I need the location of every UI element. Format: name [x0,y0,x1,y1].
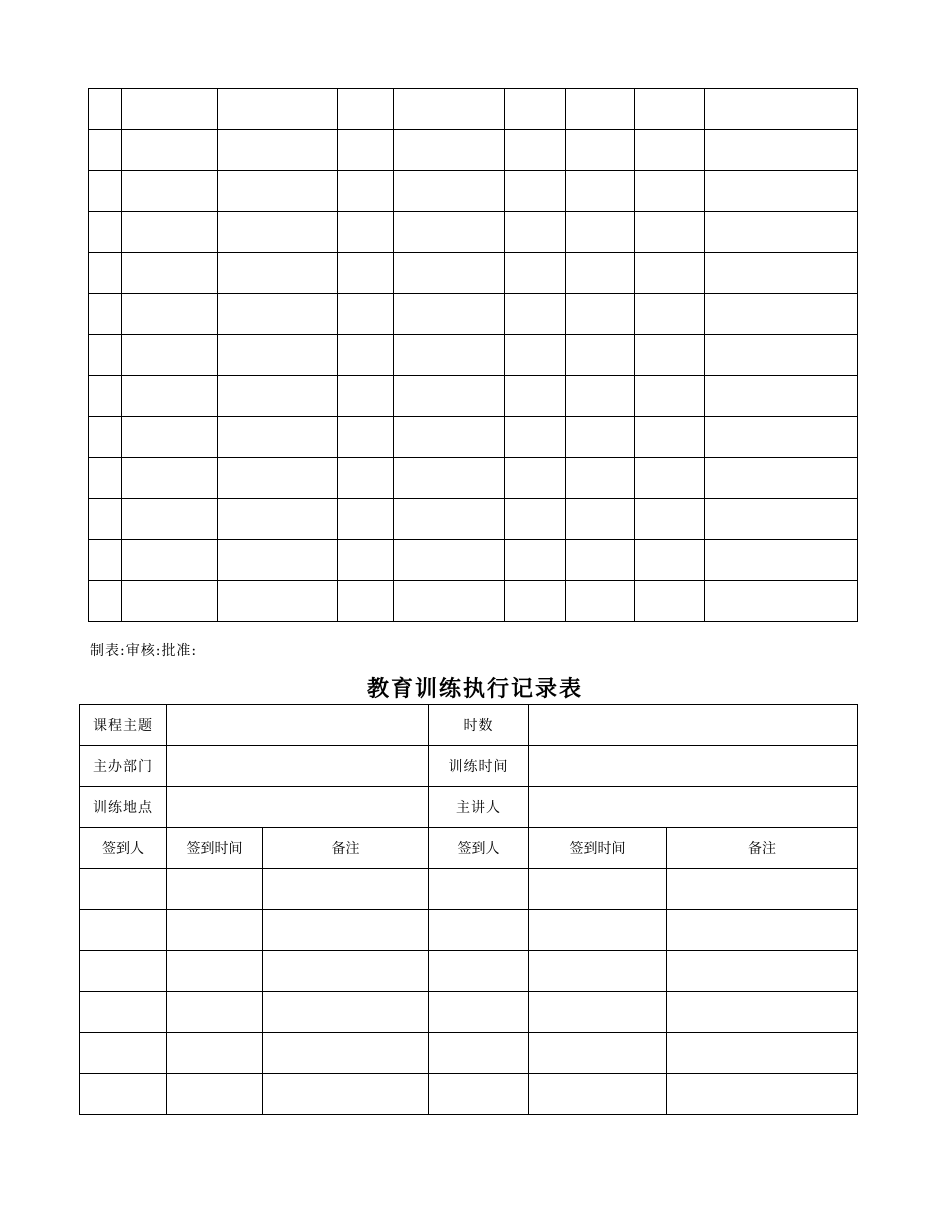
table-cell[interactable] [218,89,338,130]
table-cell[interactable] [338,499,394,540]
table-cell[interactable] [89,581,122,622]
approve-label: 批准: [161,643,198,659]
table-cell[interactable] [89,499,122,540]
table-cell[interactable] [218,581,338,622]
column-header-signin-time: 签到时间 [529,828,667,869]
table-cell[interactable] [505,212,566,253]
signin-cell[interactable] [167,951,263,992]
course-topic-row [80,705,858,746]
signin-cell[interactable] [529,869,667,910]
table-cell[interactable] [218,253,338,294]
table-cell[interactable] [505,253,566,294]
table-cell[interactable] [394,294,505,335]
signin-row [80,910,858,951]
table-cell[interactable] [635,417,705,458]
column-header-signer: 签到人 [429,828,529,869]
signin-header-row [80,828,858,869]
training-location-label: 训练地点 [80,787,167,828]
signin-cell[interactable] [80,869,167,910]
table-cell[interactable] [89,294,122,335]
table-cell[interactable] [705,540,858,581]
table-cell[interactable] [122,335,218,376]
signin-cell[interactable] [529,992,667,1033]
table-cell[interactable] [122,294,218,335]
host-dept-field[interactable] [167,746,429,787]
table-row [89,294,858,335]
table-cell[interactable] [705,294,858,335]
signin-cell[interactable] [429,1033,529,1074]
signin-cell[interactable] [167,869,263,910]
table-cell[interactable] [505,540,566,581]
table-cell[interactable] [635,499,705,540]
table-cell[interactable] [394,581,505,622]
table-cell[interactable] [705,253,858,294]
training-location-field[interactable] [167,787,429,828]
table-cell[interactable] [394,335,505,376]
table-cell[interactable] [218,335,338,376]
table-cell[interactable] [394,253,505,294]
signin-cell[interactable] [667,951,858,992]
table-cell[interactable] [705,335,858,376]
table-cell[interactable] [218,130,338,171]
signin-cell[interactable] [529,1033,667,1074]
hours-label: 时数 [429,705,529,746]
signin-cell[interactable] [263,1074,429,1115]
table-cell[interactable] [566,458,635,499]
column-header-signin-time: 签到时间 [167,828,263,869]
table-row [89,89,858,130]
table-cell[interactable] [566,335,635,376]
host-dept-row [80,746,858,787]
lecturer-field[interactable] [529,787,858,828]
table-row [89,171,858,212]
signin-cell[interactable] [263,951,429,992]
table-cell[interactable] [505,171,566,212]
signin-cell[interactable] [429,951,529,992]
table-row [89,130,858,171]
table-cell[interactable] [566,417,635,458]
table-cell[interactable] [122,581,218,622]
table-cell[interactable] [218,499,338,540]
table-cell[interactable] [122,540,218,581]
signin-cell[interactable] [667,1074,858,1115]
table-cell[interactable] [566,540,635,581]
table-cell[interactable] [218,376,338,417]
signin-cell[interactable] [167,992,263,1033]
table-row [89,335,858,376]
signin-cell[interactable] [429,869,529,910]
signin-cell[interactable] [667,910,858,951]
host-dept-label: 主办部门 [80,746,167,787]
table-row [89,581,858,622]
table-row [89,253,858,294]
table-cell[interactable] [635,89,705,130]
table-cell[interactable] [505,89,566,130]
table-cell[interactable] [338,212,394,253]
table-row [89,417,858,458]
course-topic-label: 课程主题 [80,705,167,746]
table-cell[interactable] [635,376,705,417]
table-cell[interactable] [635,458,705,499]
table-cell[interactable] [505,376,566,417]
table-cell[interactable] [394,458,505,499]
table-cell[interactable] [566,130,635,171]
table-cell[interactable] [705,212,858,253]
table-cell[interactable] [635,540,705,581]
table-cell[interactable] [89,89,122,130]
table-cell[interactable] [122,130,218,171]
table-cell[interactable] [89,130,122,171]
blank-grid-table [88,88,858,622]
table-cell[interactable] [122,376,218,417]
signin-cell[interactable] [263,992,429,1033]
table-cell[interactable] [394,171,505,212]
table-cell[interactable] [705,89,858,130]
table-cell[interactable] [635,212,705,253]
table-cell[interactable] [218,212,338,253]
table-cell[interactable] [705,376,858,417]
table-cell[interactable] [566,376,635,417]
table-cell[interactable] [394,89,505,130]
signin-row [80,1033,858,1074]
table-cell[interactable] [338,540,394,581]
table-cell[interactable] [705,499,858,540]
table-cell[interactable] [635,130,705,171]
column-header-remarks: 备注 [667,828,858,869]
table-cell[interactable] [394,417,505,458]
signin-cell[interactable] [529,1074,667,1115]
table-row [89,458,858,499]
form-title: 教育训练执行记录表 [366,676,583,702]
table-cell[interactable] [89,417,122,458]
table-cell[interactable] [122,499,218,540]
table-cell[interactable] [122,253,218,294]
table-cell[interactable] [338,458,394,499]
table-cell[interactable] [89,335,122,376]
table-cell[interactable] [566,581,635,622]
signin-cell[interactable] [667,1033,858,1074]
table-cell[interactable] [566,294,635,335]
signin-cell[interactable] [167,910,263,951]
lecturer-label: 主讲人 [429,787,529,828]
table-cell[interactable] [338,171,394,212]
table-cell[interactable] [505,294,566,335]
signoff-line [90,640,197,660]
table-cell[interactable] [89,540,122,581]
table-cell[interactable] [338,417,394,458]
signin-cell[interactable] [263,1033,429,1074]
table-row [89,212,858,253]
signin-cell[interactable] [429,1074,529,1115]
table-cell[interactable] [218,171,338,212]
signin-cell[interactable] [429,992,529,1033]
table-cell[interactable] [122,89,218,130]
table-cell[interactable] [635,171,705,212]
table-cell[interactable] [566,212,635,253]
table-cell[interactable] [394,540,505,581]
table-cell[interactable] [635,335,705,376]
table-cell[interactable] [122,458,218,499]
table-cell[interactable] [505,130,566,171]
signin-cell[interactable] [167,1033,263,1074]
signin-row [80,992,858,1033]
table-cell[interactable] [505,417,566,458]
table-cell[interactable] [505,458,566,499]
training-location-row [80,787,858,828]
table-cell[interactable] [394,212,505,253]
table-cell[interactable] [122,417,218,458]
signin-cell[interactable] [80,992,167,1033]
table-cell[interactable] [89,212,122,253]
course-topic-field[interactable] [167,705,429,746]
table-cell[interactable] [338,581,394,622]
signin-cell[interactable] [667,992,858,1033]
table-cell[interactable] [705,458,858,499]
signin-cell[interactable] [667,869,858,910]
table-cell[interactable] [635,253,705,294]
table-cell[interactable] [338,294,394,335]
table-cell[interactable] [505,581,566,622]
table-cell[interactable] [218,540,338,581]
signin-cell[interactable] [529,951,667,992]
table-cell[interactable] [566,499,635,540]
table-cell[interactable] [338,89,394,130]
signin-row [80,1074,858,1115]
column-header-remarks: 备注 [263,828,429,869]
table-cell[interactable] [122,171,218,212]
table-cell[interactable] [505,335,566,376]
table-cell[interactable] [218,294,338,335]
signin-cell[interactable] [429,910,529,951]
table-row [89,540,858,581]
table-cell[interactable] [338,130,394,171]
training-time-field[interactable] [529,746,858,787]
table-cell[interactable] [122,212,218,253]
table-cell[interactable] [89,458,122,499]
table-cell[interactable] [394,376,505,417]
prepared-by-label: 制表: [90,643,126,659]
signin-cell[interactable] [263,910,429,951]
signin-cell[interactable] [529,910,667,951]
signin-cell[interactable] [80,1074,167,1115]
table-cell[interactable] [505,499,566,540]
review-label: 审核: [125,643,162,659]
signin-row [80,951,858,992]
table-cell[interactable] [705,417,858,458]
table-cell[interactable] [635,581,705,622]
table-cell[interactable] [566,253,635,294]
signin-cell[interactable] [167,1074,263,1115]
table-cell[interactable] [89,171,122,212]
table-cell[interactable] [566,171,635,212]
signin-cell[interactable] [263,869,429,910]
signin-row [80,869,858,910]
signin-cell[interactable] [80,951,167,992]
table-cell[interactable] [635,294,705,335]
table-cell[interactable] [89,376,122,417]
table-cell[interactable] [705,130,858,171]
table-cell[interactable] [705,581,858,622]
table-cell[interactable] [338,335,394,376]
table-cell[interactable] [394,499,505,540]
table-cell[interactable] [218,458,338,499]
table-cell[interactable] [218,417,338,458]
column-header-signer: 签到人 [80,828,167,869]
table-row [89,376,858,417]
signin-cell[interactable] [80,1033,167,1074]
table-cell[interactable] [338,253,394,294]
training-time-label: 训练时间 [429,746,529,787]
table-cell[interactable] [89,253,122,294]
training-record-table [79,704,858,1115]
table-cell[interactable] [338,376,394,417]
table-cell[interactable] [394,130,505,171]
signin-cell[interactable] [80,910,167,951]
table-row [89,499,858,540]
table-cell[interactable] [705,171,858,212]
hours-field[interactable] [529,705,858,746]
table-cell[interactable] [566,89,635,130]
